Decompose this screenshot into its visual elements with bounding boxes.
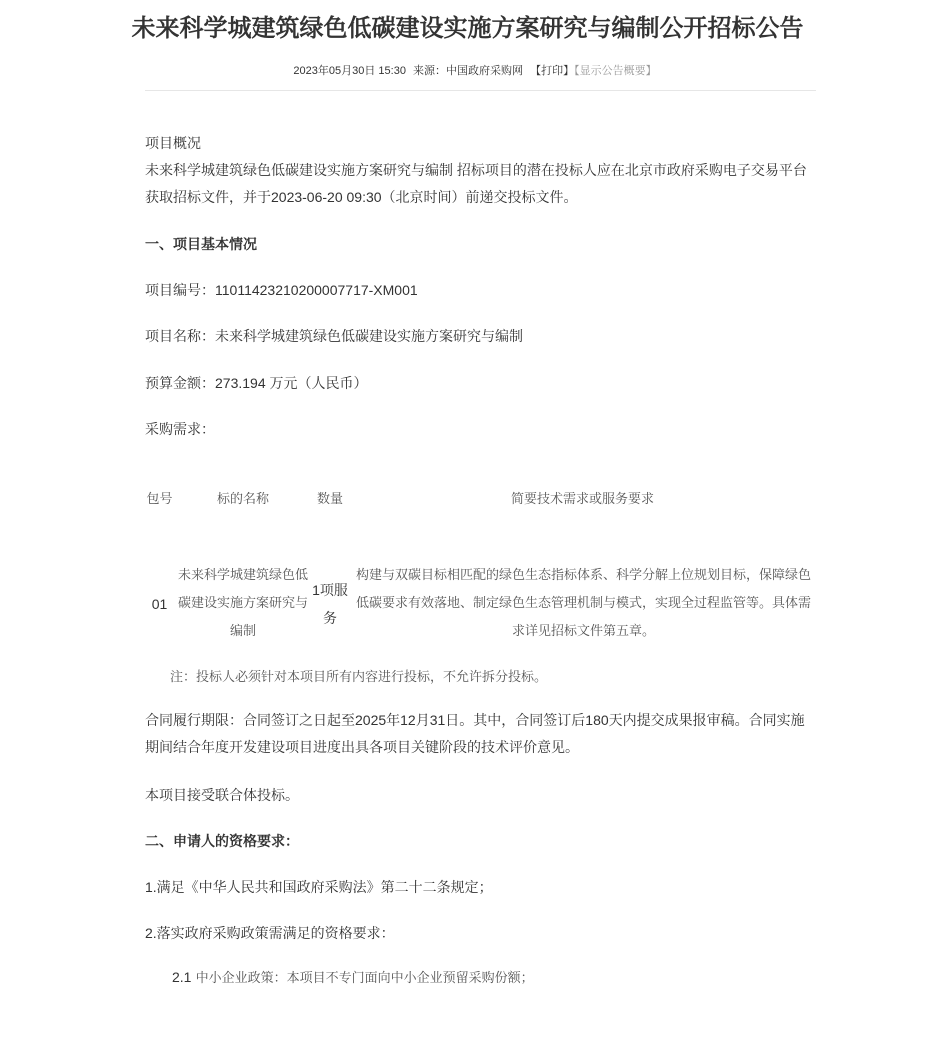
- cell-item-name: 未来科学城建筑绿色低碳建设实施方案研究与编制: [177, 568, 308, 639]
- meta-line: [0, 62, 950, 78]
- project-name: 项目名称：未来科学城建筑绿色低碳建设实施方案研究与编制: [145, 328, 523, 344]
- project-number: 项目编号：11011423210200007717-XM001: [145, 282, 418, 298]
- qualification-item-2-1: [172, 964, 534, 992]
- source-name: 中国政府采购网: [446, 65, 524, 77]
- cell-quantity: 1项服务: [312, 582, 348, 626]
- qualification-item-2: 2.落实政府采购政策需满足的资格要求：: [145, 925, 395, 941]
- qualification-item-1: 1.满足《中华人民共和国政府采购法》第二十二条规定；: [145, 879, 493, 895]
- header-package-no: 包号: [146, 492, 173, 507]
- page-title: 未来科学城建筑绿色低碳建设实施方案研究与编制公开招标公告: [131, 15, 804, 42]
- overview-body: 未来科学城建筑绿色低碳建设实施方案研究与编制 招标项目的潜在投标人应在北京市政府采购电子交易平台获取招标文件，并于2023-06-20 09:30（北京时间）前递交投标文件。: [145, 162, 807, 205]
- header-item-name: 标的名称: [216, 492, 269, 507]
- print-link[interactable]: 【打印】: [530, 65, 575, 77]
- budget-amount: 预算金额：273.194 万元（人民币）: [145, 375, 368, 391]
- source-label: 来源：: [413, 65, 447, 77]
- header-quantity: 数量: [316, 492, 343, 507]
- item-2-1-number: 2.1: [172, 969, 192, 985]
- item-2-1-text: 中小企业政策：本项目不专门面向中小企业预留采购份额；: [195, 971, 534, 986]
- procurement-demand-label: 采购需求：: [145, 421, 215, 437]
- bid-note: 注：投标人必须针对本项目所有内容进行投标，不允许拆分投标。: [170, 670, 548, 685]
- consortium-note: 本项目接受联合体投标。: [145, 787, 299, 803]
- show-summary-link[interactable]: 【显示公告概要】: [574, 65, 657, 77]
- publish-datetime: 2023年05月30日 15:30: [293, 65, 406, 77]
- table-row: [145, 562, 817, 646]
- header-requirements: 简要技术需求或服务要求: [510, 492, 654, 507]
- title-divider: [145, 90, 816, 91]
- contract-period: 合同履行期限：合同签订之日起至2025年12月31日。其中，合同签订后180天内提交成果报审稿。合同实施期间结合年度开发建设项目进度出具各项目关键阶段的技术评价意见。: [145, 712, 805, 755]
- section2-heading: 二、申请人的资格要求：: [145, 833, 299, 849]
- cell-package-no: 01: [151, 596, 168, 612]
- cell-requirements: 构建与双碳目标相匹配的绿色生态指标体系、科学分解上位规划目标，保障绿色低碳要求有效落地、制定绿色生态管理机制与模式，实现全过程监管等。具体需求详见招标文件第五章。: [356, 568, 812, 639]
- requirements-table: [145, 468, 817, 646]
- table-header-row: [145, 468, 817, 532]
- section1-heading: 一、项目基本情况: [145, 236, 257, 252]
- overview-heading: 项目概况: [145, 135, 201, 151]
